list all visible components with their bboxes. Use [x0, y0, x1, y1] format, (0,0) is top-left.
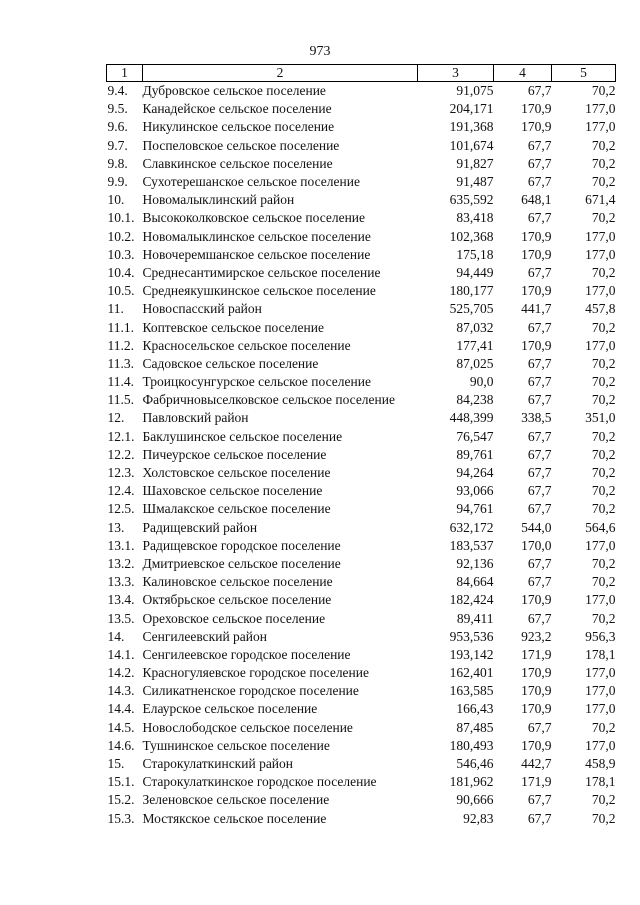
value-column-5: 70,2	[591, 264, 616, 280]
municipality-name: Октябрьское сельское поселение	[142, 592, 332, 608]
value-column-5: 177,0	[585, 537, 616, 553]
value-column-4: 67,7	[527, 555, 552, 571]
row-number: 11.3.	[107, 355, 134, 371]
value-column-3: 635,592	[449, 192, 494, 208]
table-row	[107, 100, 616, 118]
municipality-name: Новоспасский район	[142, 301, 262, 317]
value-column-5: 177,0	[585, 119, 616, 135]
value-column-4: 67,7	[527, 501, 552, 517]
value-column-5: 70,2	[591, 83, 616, 99]
value-column-5: 177,0	[585, 592, 616, 608]
municipality-name: Сенгилеевское городское поселение	[142, 646, 351, 662]
table-row	[107, 282, 616, 300]
value-column-3: 101,674	[449, 137, 494, 153]
value-column-3: 180,493	[449, 737, 494, 753]
value-column-4: 170,9	[521, 665, 552, 681]
table-row	[107, 591, 616, 609]
table-row	[107, 537, 616, 555]
row-number: 11.	[107, 301, 124, 317]
value-column-4: 170,9	[521, 119, 552, 135]
value-column-5: 70,2	[591, 155, 616, 171]
value-column-5: 177,0	[585, 246, 616, 262]
table-row	[107, 810, 616, 828]
value-column-3: 181,962	[449, 774, 494, 790]
value-column-4: 67,7	[527, 574, 552, 590]
municipality-name: Елаурское сельское поселение	[142, 701, 318, 717]
column-header-2: 2	[143, 65, 418, 82]
value-column-5: 177,0	[585, 101, 616, 117]
table-row	[107, 391, 616, 409]
table-row	[107, 337, 616, 355]
row-number: 9.8.	[107, 155, 128, 171]
table-row	[107, 646, 616, 664]
table-row	[107, 82, 616, 101]
table-row	[107, 446, 616, 464]
value-column-4: 338,5	[521, 410, 552, 426]
value-column-3: 89,411	[456, 610, 494, 626]
row-number: 15.	[107, 756, 125, 772]
row-number: 11.2.	[107, 337, 134, 353]
value-column-3: 525,705	[449, 301, 494, 317]
municipality-name: Дубровское сельское поселение	[142, 83, 326, 99]
value-column-5: 70,2	[591, 555, 616, 571]
row-number: 14.	[107, 628, 125, 644]
value-column-5: 956,3	[585, 628, 616, 644]
column-header-5: 5	[552, 65, 616, 82]
value-column-5: 177,0	[585, 228, 616, 244]
value-column-5: 351,0	[585, 410, 616, 426]
value-column-3: 94,761	[456, 501, 494, 517]
municipality-name: Красногуляевское городское поселение	[142, 665, 369, 681]
value-column-4: 67,7	[527, 610, 552, 626]
table-row	[107, 355, 616, 373]
row-number: 9.4.	[107, 83, 128, 99]
value-column-4: 67,7	[527, 810, 552, 826]
row-number: 10.4.	[107, 264, 135, 280]
value-column-3: 182,424	[449, 592, 494, 608]
value-column-4: 67,7	[527, 355, 552, 371]
municipality-name: Садовское сельское поселение	[142, 355, 319, 371]
value-column-3: 180,177	[449, 283, 494, 299]
row-number: 14.5.	[107, 719, 135, 735]
table-row	[107, 719, 616, 737]
table-row	[107, 428, 616, 446]
value-column-5: 70,2	[591, 319, 616, 335]
municipality-name: Тушнинское сельское поселение	[142, 737, 330, 753]
table-row	[107, 300, 616, 318]
row-number: 11.5.	[107, 392, 134, 408]
table-row	[107, 628, 616, 646]
value-column-5: 458,9	[585, 756, 616, 772]
value-column-4: 170,9	[521, 592, 552, 608]
value-column-5: 70,2	[591, 483, 616, 499]
table-row	[107, 664, 616, 682]
municipality-name: Поспеловское сельское поселение	[142, 137, 340, 153]
row-number: 12.	[107, 410, 125, 426]
value-column-5: 177,0	[585, 283, 616, 299]
value-column-3: 90,666	[456, 792, 494, 808]
municipality-name: Среднесантимирское сельское поселение	[142, 264, 381, 280]
row-number: 12.4.	[107, 483, 135, 499]
value-column-3: 162,401	[449, 665, 494, 681]
value-column-3: 84,238	[456, 392, 494, 408]
municipality-name: Баклушинское сельское поселение	[142, 428, 343, 444]
row-number: 13.	[107, 519, 125, 535]
table-row	[107, 609, 616, 627]
header-row	[107, 65, 616, 82]
page-number: 973	[309, 44, 331, 59]
row-number: 13.1.	[107, 537, 135, 553]
row-number: 11.1.	[107, 319, 134, 335]
row-number: 15.3.	[107, 810, 135, 826]
value-column-5: 70,2	[591, 210, 616, 226]
value-column-4: 67,7	[527, 83, 552, 99]
value-column-3: 91,075	[456, 83, 494, 99]
municipality-name: Новослободское сельское поселение	[142, 719, 353, 735]
table-header	[107, 65, 616, 82]
value-column-3: 177,41	[456, 337, 494, 353]
municipality-name: Троицкосунгурское сельское поселение	[142, 374, 371, 390]
value-column-3: 91,827	[456, 155, 494, 171]
value-column-4: 67,7	[527, 174, 552, 190]
value-column-3: 183,537	[449, 537, 494, 553]
row-number: 13.5.	[107, 610, 135, 626]
row-number: 12.2.	[107, 446, 135, 462]
municipality-name: Калиновское сельское поселение	[142, 574, 333, 590]
value-column-3: 90,0	[469, 374, 494, 390]
column-header-3: 3	[418, 65, 494, 82]
value-column-4: 67,7	[527, 483, 552, 499]
value-column-3: 193,142	[449, 646, 494, 662]
table-row	[107, 700, 616, 718]
municipality-name: Зеленовское сельское поселение	[142, 792, 330, 808]
row-number: 10.5.	[107, 283, 135, 299]
table-row	[107, 482, 616, 500]
row-number: 10.2.	[107, 228, 135, 244]
table-row	[107, 573, 616, 591]
value-column-3: 204,171	[449, 101, 494, 117]
value-column-4: 67,7	[527, 428, 552, 444]
table-row	[107, 737, 616, 755]
row-number: 13.3.	[107, 574, 135, 590]
table-row	[107, 228, 616, 246]
table-row	[107, 500, 616, 518]
value-column-4: 67,7	[527, 264, 552, 280]
table-row	[107, 755, 616, 773]
table-row	[107, 555, 616, 573]
municipality-name: Шаховское сельское поселение	[142, 483, 323, 499]
value-column-5: 457,8	[585, 301, 616, 317]
value-column-3: 93,066	[456, 483, 494, 499]
value-column-5: 70,2	[591, 428, 616, 444]
value-column-5: 70,2	[591, 374, 616, 390]
table-row	[107, 464, 616, 482]
value-column-3: 163,585	[449, 683, 494, 699]
value-column-3: 448,399	[449, 410, 494, 426]
column-header-4: 4	[494, 65, 552, 82]
value-column-4: 67,7	[527, 392, 552, 408]
value-column-3: 89,761	[456, 446, 494, 462]
municipality-name: Славкинское сельское поселение	[142, 155, 333, 171]
table-row	[107, 373, 616, 391]
value-column-3: 84,664	[456, 574, 494, 590]
value-column-5: 177,0	[585, 701, 616, 717]
value-column-3: 83,418	[456, 210, 494, 226]
table-row	[107, 137, 616, 155]
municipality-name: Пичеурское сельское поселение	[142, 446, 327, 462]
value-column-4: 67,7	[527, 446, 552, 462]
value-column-5: 70,2	[591, 355, 616, 371]
value-column-4: 67,7	[527, 319, 552, 335]
value-column-3: 953,536	[449, 628, 494, 644]
value-column-3: 94,449	[456, 264, 494, 280]
value-column-3: 92,136	[456, 555, 494, 571]
value-column-5: 177,0	[585, 665, 616, 681]
municipality-name: Радищевское городское поселение	[142, 537, 341, 553]
value-column-4: 67,7	[527, 792, 552, 808]
table-row	[107, 209, 616, 227]
row-number: 14.2.	[107, 665, 135, 681]
value-column-3: 191,368	[449, 119, 494, 135]
municipality-name: Новомалыклинский район	[142, 192, 295, 208]
municipality-name: Сенгилеевский район	[142, 628, 267, 644]
value-column-4: 67,7	[527, 465, 552, 481]
value-column-5: 70,2	[591, 810, 616, 826]
value-column-4: 67,7	[527, 210, 552, 226]
row-number: 10.3.	[107, 246, 135, 262]
table-row	[107, 409, 616, 427]
row-number: 10.1.	[107, 210, 135, 226]
value-column-4: 544,0	[521, 519, 552, 535]
table-body	[107, 82, 616, 828]
value-column-4: 923,2	[521, 628, 552, 644]
table-row	[107, 191, 616, 209]
value-column-3: 87,485	[456, 719, 494, 735]
municipality-name: Дмитриевское сельское поселение	[142, 555, 341, 571]
row-number: 12.1.	[107, 428, 135, 444]
value-column-5: 70,2	[591, 465, 616, 481]
value-column-5: 70,2	[591, 392, 616, 408]
row-number: 15.2.	[107, 792, 135, 808]
row-number: 9.7.	[107, 137, 128, 153]
municipality-name: Мостякское сельское поселение	[142, 810, 327, 826]
municipality-name: Среднеякушкинское сельское поселение	[142, 283, 376, 299]
row-number: 10.	[107, 192, 125, 208]
value-column-3: 546,46	[456, 756, 494, 772]
value-column-5: 564,6	[585, 519, 616, 535]
value-column-3: 91,487	[456, 174, 494, 190]
municipality-name: Красносельское сельское поселение	[142, 337, 351, 353]
table-row	[107, 173, 616, 191]
value-column-4: 170,9	[521, 337, 552, 353]
value-column-5: 70,2	[591, 792, 616, 808]
value-column-3: 87,025	[456, 355, 494, 371]
value-column-4: 171,9	[521, 774, 552, 790]
municipality-name: Павловский район	[142, 410, 249, 426]
value-column-4: 170,9	[521, 101, 552, 117]
value-column-5: 70,2	[591, 610, 616, 626]
table-row	[107, 773, 616, 791]
value-column-5: 177,0	[585, 737, 616, 753]
value-column-3: 87,032	[456, 319, 494, 335]
row-number: 9.5.	[107, 101, 128, 117]
row-number: 13.4.	[107, 592, 135, 608]
value-column-4: 170,9	[521, 246, 552, 262]
municipality-name: Никулинское сельское поселение	[142, 119, 335, 135]
value-column-5: 70,2	[591, 574, 616, 590]
value-column-3: 166,43	[456, 701, 494, 717]
budget-table	[106, 64, 616, 828]
table-row	[107, 118, 616, 136]
row-number: 14.3.	[107, 683, 135, 699]
value-column-4: 67,7	[527, 155, 552, 171]
row-number: 13.2.	[107, 555, 135, 571]
row-number: 9.6.	[107, 119, 128, 135]
value-column-5: 70,2	[591, 174, 616, 190]
municipality-name: Новомалыклинское сельское поселение	[142, 228, 371, 244]
municipality-name: Радищевский район	[142, 519, 258, 535]
value-column-4: 170,9	[521, 737, 552, 753]
value-column-5: 177,0	[585, 683, 616, 699]
table-row	[107, 682, 616, 700]
table-row	[107, 264, 616, 282]
value-column-4: 170,9	[521, 683, 552, 699]
value-column-3: 175,18	[456, 246, 494, 262]
value-column-4: 170,9	[521, 701, 552, 717]
municipality-name: Новочеремшанское сельское поселение	[142, 246, 371, 262]
municipality-name: Коптевское сельское поселение	[142, 319, 324, 335]
value-column-4: 441,7	[521, 301, 552, 317]
value-column-3: 102,368	[449, 228, 494, 244]
value-column-3: 92,83	[463, 810, 494, 826]
value-column-4: 171,9	[521, 646, 552, 662]
municipality-name: Канадейское сельское поселение	[142, 101, 332, 117]
row-number: 9.9.	[107, 174, 128, 190]
row-number: 14.4.	[107, 701, 135, 717]
value-column-5: 70,2	[591, 501, 616, 517]
municipality-name: Холстовское сельское поселение	[142, 465, 331, 481]
row-number: 11.4.	[107, 374, 134, 390]
value-column-5: 178,1	[585, 774, 616, 790]
value-column-3: 76,547	[456, 428, 494, 444]
value-column-3: 94,264	[456, 465, 494, 481]
value-column-5: 70,2	[591, 137, 616, 153]
municipality-name: Фабричновыселковское сельское поселение	[142, 392, 395, 408]
value-column-4: 67,7	[527, 374, 552, 390]
value-column-4: 67,7	[527, 137, 552, 153]
value-column-4: 170,9	[521, 228, 552, 244]
row-number: 12.3.	[107, 465, 135, 481]
municipality-name: Сухотерешанское сельское поселение	[142, 174, 360, 190]
value-column-3: 632,172	[449, 519, 494, 535]
municipality-name: Старокулаткинское городское поселение	[142, 774, 377, 790]
table-row	[107, 519, 616, 537]
table-row	[107, 246, 616, 264]
municipality-name: Старокулаткинский район	[142, 756, 294, 772]
municipality-name: Ореховское сельское поселение	[142, 610, 326, 626]
column-header-1: 1	[107, 65, 143, 82]
value-column-5: 177,0	[585, 337, 616, 353]
row-number: 12.5.	[107, 501, 135, 517]
row-number: 14.1.	[107, 646, 135, 662]
municipality-name: Высококолковское сельское поселение	[142, 210, 366, 226]
municipality-name: Шмалакское сельское поселение	[142, 501, 331, 517]
row-number: 14.6.	[107, 737, 135, 753]
table-row	[107, 318, 616, 336]
value-column-5: 671,4	[585, 192, 616, 208]
value-column-4: 67,7	[527, 719, 552, 735]
value-column-5: 70,2	[591, 719, 616, 735]
row-number: 15.1.	[107, 774, 135, 790]
value-column-4: 648,1	[521, 192, 552, 208]
table-row	[107, 155, 616, 173]
value-column-5: 178,1	[585, 646, 616, 662]
value-column-5: 70,2	[591, 446, 616, 462]
value-column-4: 170,9	[521, 283, 552, 299]
municipality-name: Силикатненское городское поселение	[142, 683, 359, 699]
value-column-4: 170,0	[521, 537, 552, 553]
value-column-4: 442,7	[521, 756, 552, 772]
table-row	[107, 791, 616, 809]
